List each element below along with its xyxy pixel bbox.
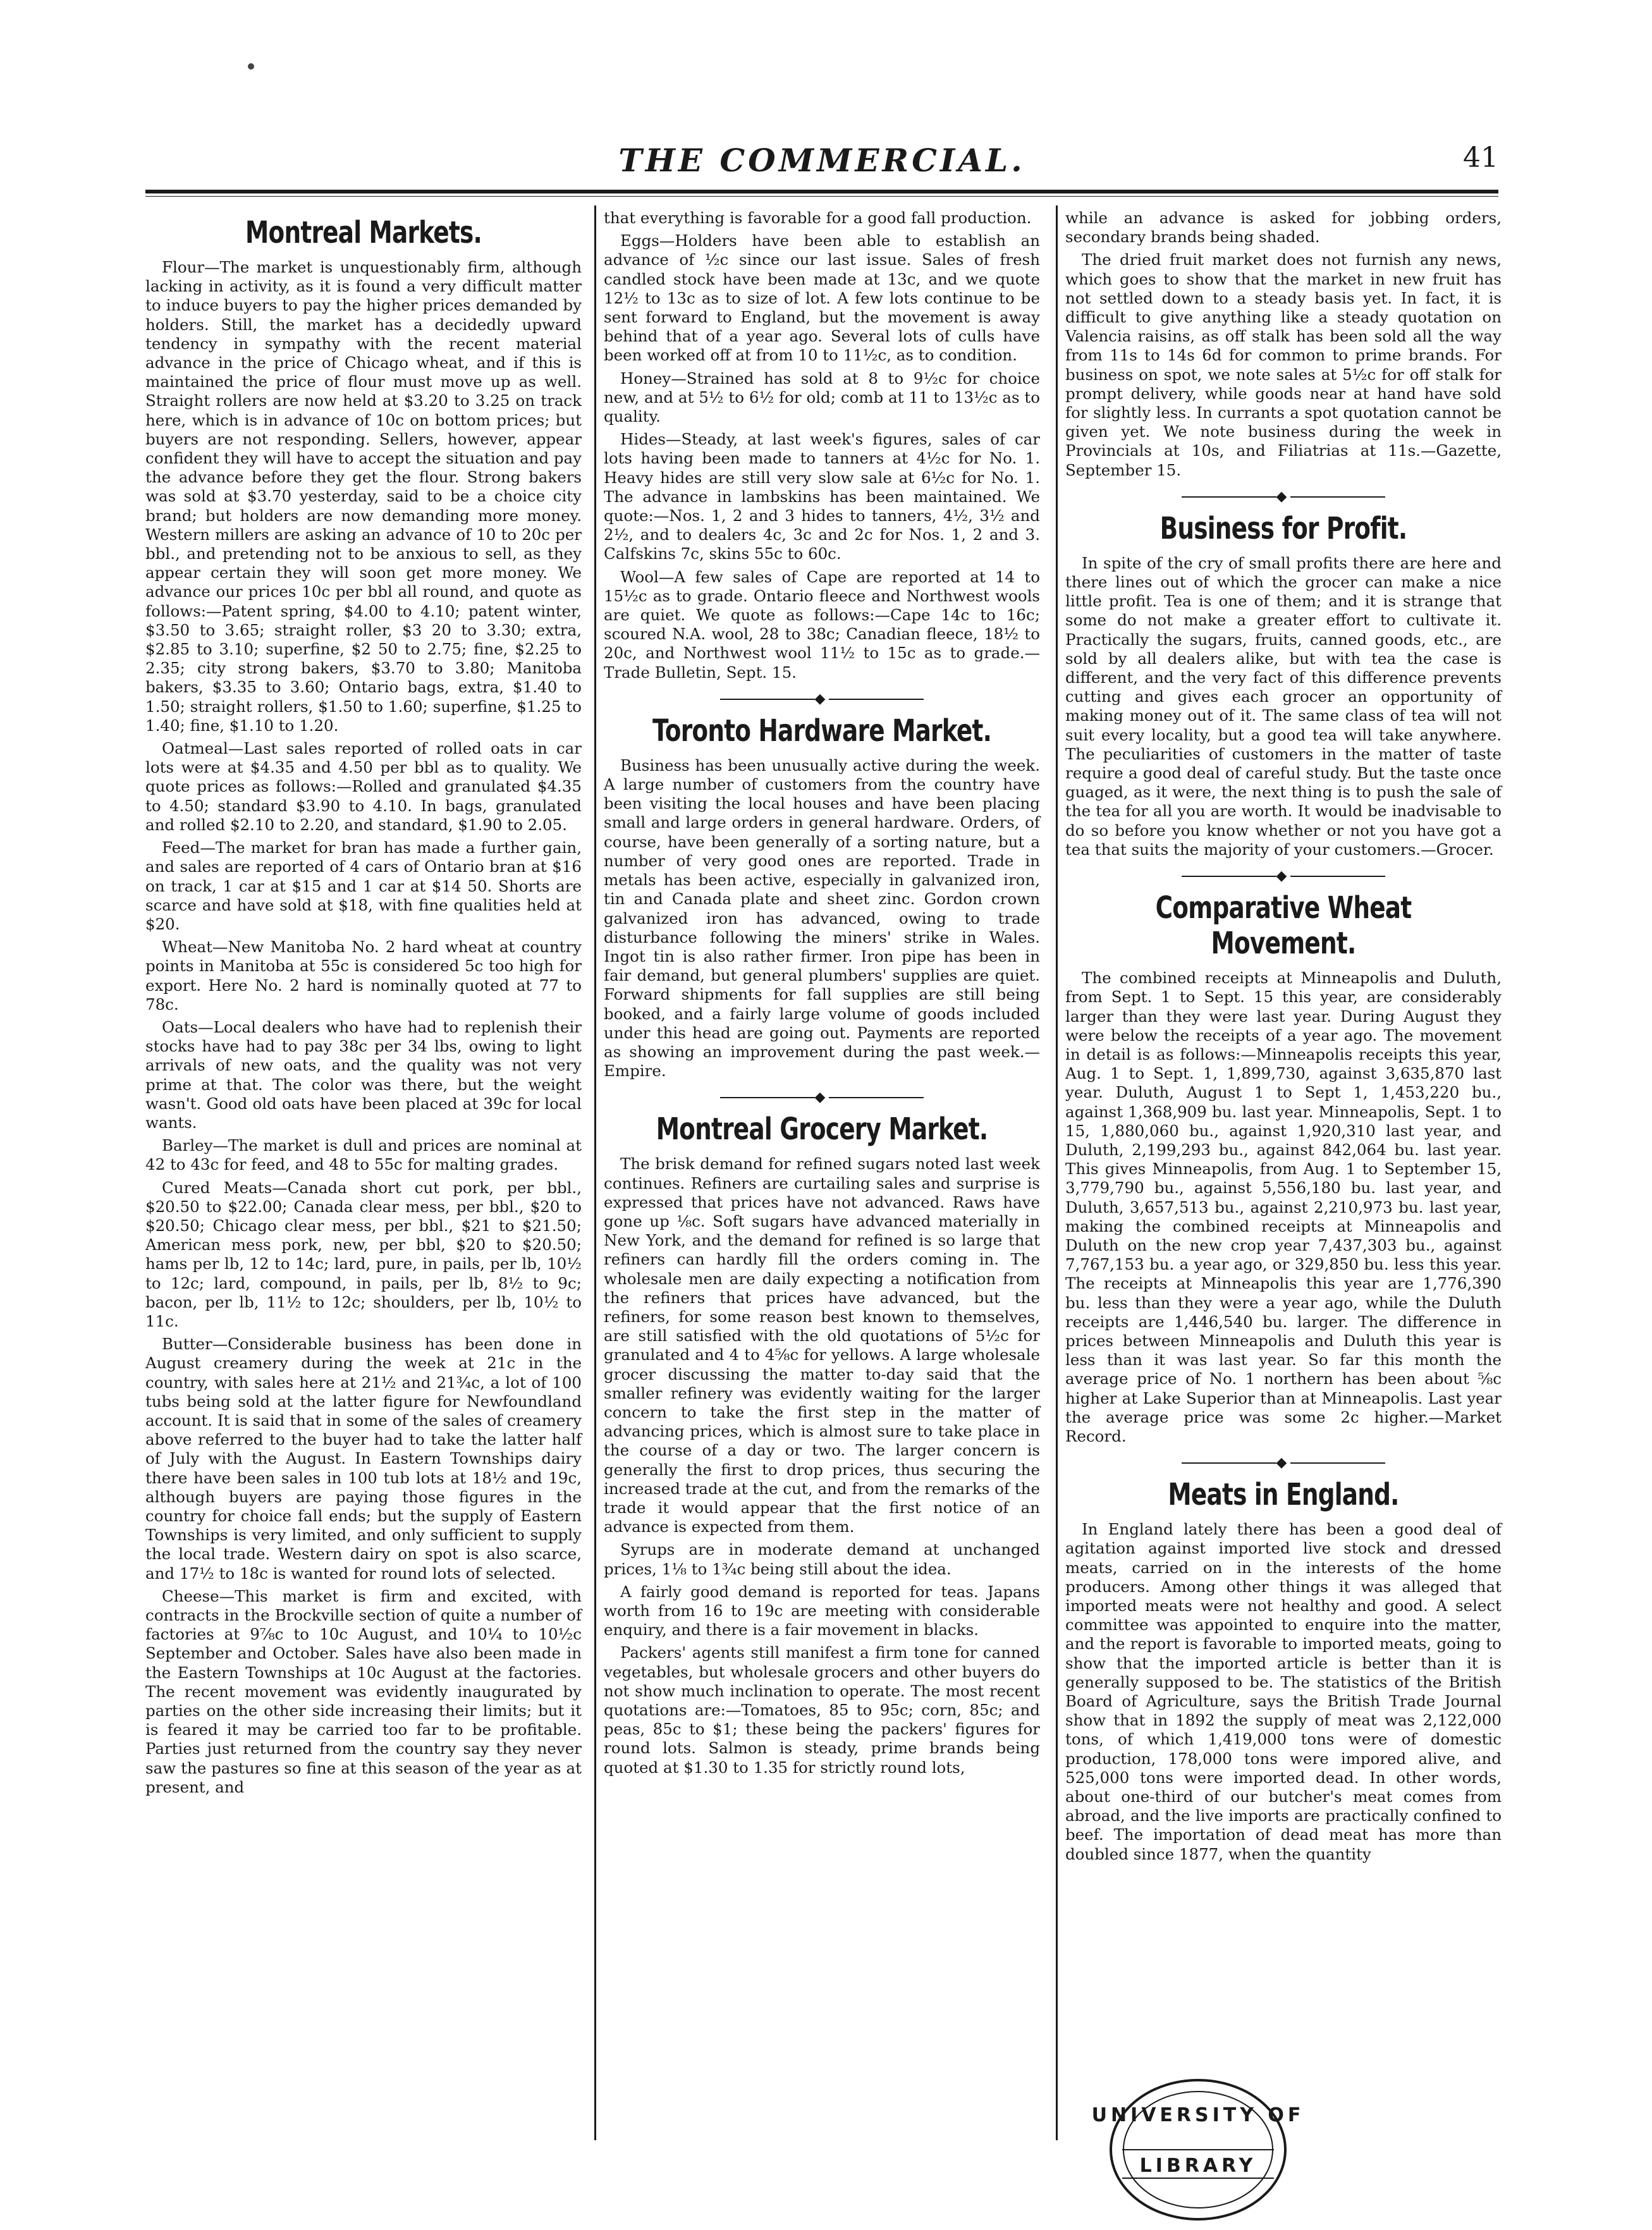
article-paragraph: that everything is favorable for a good fall production. <box>604 209 1032 227</box>
article-paragraph: Hides—Steady, at last week's figures, sales of car lots having been made to tanners at 4½c for No. 1. Heavy hides are still very slow sale at 6½c for No. 1. The advance in lambskins has been maintained. We quote:—Nos. 1, 2 and 3 hides to tanners, 4½, 3½ and 2½, and to dealers 4c, 3c and 2c for Nos. 1, 2 and 3. Calfskins 7c, skins 55c to 60c. <box>604 430 1040 563</box>
article-paragraph: Flour—The market is unquestionably firm, although lacking in activity, as it is found a very difficult matter to induce buyers to pay the higher prices demanded by holders. Still, the market has a decidedly upward tendency in sympathy with the recent material advance in the price of Chicago wheat, and if this is maintained the price of flour must move up as well. Straight rollers are now held at $3.20 to 3.25 on track here, which is in advance of 10c on bottom prices; but buyers are not responding. Sellers, however, appear confident they will have to accept the situation and pay the advance before they get the flour. Strong bakers was sold at $3.70 yesterday, said to be a choice city brand; but holders are now demanding more money. Western millers are asking an advance of 10 to 20c per bbl., and pretending not to be anxious to sell, as they appear certain they will soon get more money. We advance our prices 10c per bbl all round, and quote as follows:—Patent spring, $4.00 to 4.10; patent winter, $3.50 to 3.65; straight roller, $3 20 to 3.30; extra, $2.85 to 3.10; superfine, $2 50 to 2.75; fine, $2.25 to 2.35; city strong bakers, $3.70 to 3.80; Manitoba bakers, $3.35 to 3.60; Ontario bags, extra, $1.40 to 1.50; straight rollers, $1.50 to 1.60; superfine, $1.25 to 1.40; fine, $1.10 to 1.20. <box>145 258 582 735</box>
column-2 <box>604 209 1040 2143</box>
article-paragraph: Wool—A few sales of Cape are reported at 14 to 15½c as to grade. Ontario fleece and Northwest wools are quiet. We quote as follows:—Cape 14c to 16c; scoured N.A. wool, 28 to 38c; Canadian fleece, 18½ to 20c, and Northwest wool 11½ to 15c as to grade.—Trade Bulletin, Sept. 15. <box>604 567 1040 682</box>
article-paragraph: Oats—Local dealers who have had to replenish their stocks have had to pay 38c per 34 lbs, owing to light arrivals of new oats, and the quality was not very prime at that. The color was there, but the weight wasn't. Good old oats have been placed at 39c for local wants. <box>145 1017 582 1132</box>
section-separator: ◆ <box>604 691 1040 707</box>
section-separator: ◆ <box>604 1089 1040 1105</box>
column-1 <box>145 209 582 2143</box>
stamp-top-text: UNIVERSITY OF <box>1091 2104 1305 2126</box>
column-divider <box>594 205 596 2140</box>
stamp-seal-icon <box>1091 2061 1305 2226</box>
page-number: 41 <box>1463 142 1498 174</box>
masthead <box>145 139 1498 183</box>
article-heading: Comparative Wheat Movement. <box>1155 890 1412 962</box>
article-paragraph: Barley—The market is dull and prices are nominal at 42 to 43c for feed, and 48 to 55c for malting grades. <box>145 1136 582 1174</box>
article-paragraph: A fairly good demand is reported for teas. Japans worth from 16 to 19c are meeting with considerable enquiry, and there is a fair movement in blacks. <box>604 1582 1040 1639</box>
section-separator: ◆ <box>1065 489 1502 505</box>
column-3 <box>1065 209 1502 2143</box>
article-paragraph: The brisk demand for refined sugars noted last week continues. Refiners are curtailing sales and surprise is expressed that prices have not advanced. Raws have gone up ⅛c. Soft sugars have advanced materially in New York, and the demand for refined is so large that refiners can hardly fill the orders coming in. The wholesale men are daily expecting a notification from the refiners that prices have advanced, but the refiners, for some reason best known to themselves, are still satisfied with the old quotations of 5½c for granulated and 4 to 4⅝c for yellows. A large wholesale grocer discussing the matter to-day said that the smaller refinery was evidently waiting for the larger concern to take the first step in the matter of advancing prices, which is almost sure to take place in the course of a day or two. The larger concern is generally the first to drop prices, thus securing the increased trade at the cut, and from the remarks of the trade it would appear that the first notice of an advance is expected from them. <box>604 1155 1040 1536</box>
article-heading: Toronto Hardware Market. <box>652 713 992 749</box>
article-paragraph: Packers' agents still manifest a firm tone for canned vegetables, but wholesale grocers and other buyers do not show much inclination to operate. The most recent quotations are:—Tomatoes, 85 to 95c; corn, 85c; and peas, 85c to $1; these being the packers' figures for round lots. Salmon is steady, prime brands being quoted at $1.30 to 1.35 for strictly round lots, <box>604 1643 1040 1777</box>
article-paragraph: Eggs—Holders have been able to establish an advance of ½c since our last issue. Sales of fresh candled stock have been made at 13c, and we quote 12½ to 13c as to size of lot. A few lots continue to be sent forward to England, but the movement is away behind that of a year ago. Several lots of culls have been worked off at from 10 to 11½c, as to condition. <box>604 231 1040 365</box>
masthead-title: THE COMMERCIAL. <box>618 142 1025 179</box>
column-divider <box>1056 205 1058 2140</box>
masthead-rule <box>145 190 1498 193</box>
article-paragraph: while an advance is asked for jobbing orders, secondary brands being shaded. <box>1065 209 1502 247</box>
article-paragraph: In England lately there has been a good deal of agitation against imported live stock and dressed meats, carried on in the interests of the home producers. Among other things it was alleged that imported meats were not healthy and good. A select committee was appointed to enquire into the matter, and the report is favorable to imported meats, going to show that the imported article is better than it is generally supposed to be. The statistics of the British Board of Agriculture, says the British Trade Journal show that in 1892 the supply of meat was 2,122,000 tons, of which 1,419,000 tons were of domestic production, 178,000 tons were impored alive, and 525,000 tons were imported dead. In other words, about one-third of our butcher's meat comes from abroad, and the live imports are practically confined to beef. The importation of dead meat has more than doubled since 1877, when the quantity <box>1065 1520 1502 1863</box>
article-paragraph: Feed—The market for bran has made a further gain, and sales are reported of 4 cars of Ontario bran at $16 on track, 1 car at $15 and 1 car at $14 50. Shorts are scarce and have sold at $18, with fine qualities held at $20. <box>145 838 582 933</box>
article-paragraph: Syrups are in moderate demand at unchanged prices, 1⅛ to 1¾c being still about the idea. <box>604 1540 1040 1578</box>
section-separator: ◆ <box>1065 868 1502 884</box>
article-paragraph: Wheat—New Manitoba No. 2 hard wheat at country points in Manitoba at 55c is considered 5c too high for export. Here No. 2 hard is nominally quoted at 77 to 78c. <box>145 938 582 1014</box>
article-paragraph: Honey—Strained has sold at 8 to 9½c for choice new, and at 5½ to 6½ for old; comb at 11 to 13½c as to quality. <box>604 369 1040 426</box>
article-paragraph: The dried fruit market does not furnish any news, which goes to show that the market in new fruit has not settled down to a steady basis yet. In fact, it is difficult to give anything like a steady quotation on Valencia raisins, as off stalk has been sold all the way from 11s to 14s 6d for common to prime brands. For business on spot, we note sales at 5½c for off stalk for prompt delivery, while goods near at hand have sold for slightly less. In currants a spot quotation cannot be given yet. We note business during the week in Provincials at 10s, and Filiatrias at 11s.—Gazette, September 15. <box>1065 250 1502 479</box>
article-paragraph: Oatmeal—Last sales reported of rolled oats in car lots were at $4.35 and 4.50 per bbl as to quality. We quote prices as follows:—Rolled and granulated $4.35 to 4.50; standard $3.90 to 4.10. In bags, granulated and rolled $2.10 to 2.20, and standard, $1.90 to 2.05. <box>145 739 582 834</box>
article-heading: Montreal Markets. <box>245 215 482 250</box>
article-paragraph: In spite of the cry of small profits there are here and there lines out of which the grocer can make a nice little profit. Tea is one of them; and it is strange that some do not make a greater effort to cultivate it. Practically the sugars, fruits, canned goods, etc., are sold by all dealers alike, but with tea the case is different, and the very fact of this difference prevents cutting and gives each grocer an opportunity of making money out of it. The same class of tea will not suit every locality, but a good tea will take anywhere. The peculiarities of customers in the matter of taste require a good deal of careful study. But the taste once guaged, as it were, the next thing is to push the sale of the tea for all you are worth. It would be inadvisable to do so before you know whether or not you have got a tea that suits the majority of your customers.—Grocer. <box>1065 553 1502 859</box>
article-heading: Business for Profit. <box>1159 510 1407 546</box>
article-paragraph: The combined receipts at Minneapolis and Duluth, from Sept. 1 to Sept. 15 this year, are considerably larger than they were last year. During August they were below the receipts of a year ago. The movement in detail is as follows:—Minneapolis receipts this year, Aug. 1 to Sept. 1, 1,899,730, against 3,635,870 last year. Duluth, August 1 to Sept 1, 1,453,220 bu., against 1,368,909 bu. last year. Minneapolis, Sept. 1 to 15, 1,880,060 bu., against 1,920,310 last year, and Duluth, 2,199,293 bu., against 842,064 bu. last year. This gives Minneapolis, from Aug. 1 to September 15, 3,779,790 bu., against 5,556,180 bu. last year, and Duluth, 3,657,513 bu., against 2,210,973 bu. last year, making the combined receipts at Minneapolis and Duluth on the new crop year 7,437,303 bu., against 7,767,153 bu. a year ago, or 329,850 bu. less this year. The receipts at Minneapolis this year are 1,776,390 bu. less than they were a year ago, while the Duluth receipts are 1,446,540 bu. larger. The difference in prices between Minneapolis and Duluth this year is less than it was last year. So far this month the average price of No. 1 northern has been about ⅝c higher at Lake Superior than at Minneapolis. Last year the average price was some 2c higher.—Market Record. <box>1065 969 1502 1445</box>
article-heading: Montreal Grocery Market. <box>656 1112 988 1148</box>
library-stamp <box>1091 2061 1305 2226</box>
article-paragraph: Cheese—This market is firm and excited, with contracts in the Brockville section of quite a number of factories at 9⅞c to 10c August, and 10¼ to 10½c September and October. Sales have also been made in the Eastern Townships at 10c August at the factories. The recent movement was evidently inaugurated by parties on the other side increasing their limits; but it is feared it may be carried too far to be profitable. Parties just returned from the country say they never saw the pastures so fine at this season of the year as at present, and <box>145 1586 582 1796</box>
margin-dot <box>248 63 254 70</box>
article-paragraph: Cured Meats—Canada short cut pork, per bbl., $20.50 to $22.00; Canada clear mess, per bbl., $20 to $20.50; Chicago clear mess, per bbl., $21 to $21.50; American mess pork, new, per bbl, $20 to $20.50; hams per lb, 12 to 14c; lard, pure, in pails, per lb, 10½ to 12c; lard, compound, in pails, per lb, 8½ to 9c; bacon, per lb, 11½ to 12c; shoulders, per lb, 10½ to 11c. <box>145 1178 582 1330</box>
article-heading: Meats in England. <box>1168 1477 1399 1513</box>
section-separator: ◆ <box>1065 1455 1502 1471</box>
masthead-rule-thin <box>145 196 1498 197</box>
article-paragraph: Business has been unusually active during the week. A large number of customers from the country have been visiting the local houses and have been placing small and large orders in general hardware. Orders, of course, have been generally of a sorting nature, but a number of very good ones are reported. Trade in metals has been active, especially in galvanized iron, tin and Canada plate and sheet zinc. Gordon crown galvanized iron has advanced, owing to trade disturbance following the miners' strike in Wales. Ingot tin is also rather firmer. Iron pipe has been in fair demand, but general plumbers' supplies are quiet. Forward shipments for fall supplies are still being booked, and a fairly large volume of goods included under this head are going out. Payments are reported as showing an improvement during the past week.—Empire. <box>604 756 1040 1081</box>
article-paragraph: Butter—Considerable business has been done in August creamery during the week at 21c in the country, with sales here at 21½ and 21¾c, a lot of 100 tubs being sold at the latter figure for Newfoundland account. It is said that in some of the sales of creamery above referred to the buyer had to take the latter half of July with the August. In Eastern Townships dairy there have been sales in 100 tub lots at 18½ and 19c, although buyers are paying those figures in the country for choice fall ends; but the supply of Eastern Townships is very limited, and only sufficient to supply the local trade. Western dairy on spot is also scarce, and 17½ to 18c is wanted for round lots of selected. <box>145 1335 582 1583</box>
stamp-bottom-text: LIBRARY <box>1139 2155 1257 2177</box>
